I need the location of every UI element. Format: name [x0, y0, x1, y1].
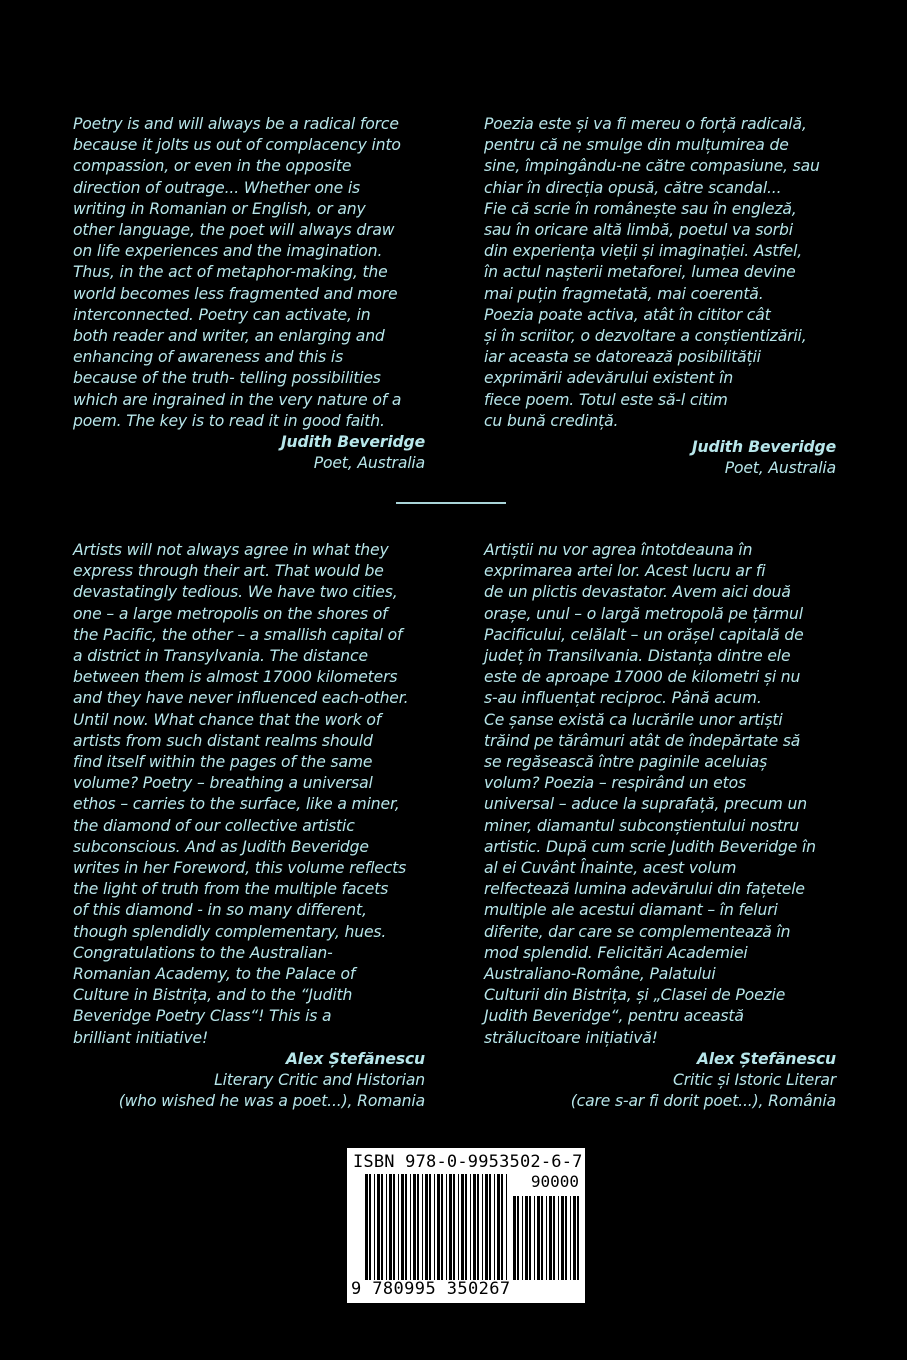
quote-line: which are ingrained in the very nature of a [73, 390, 402, 409]
quote-line: multiple ale acestui diamant – în feluri [484, 901, 778, 920]
barcode-bar [413, 1174, 416, 1280]
role-line: Critic și Istoric Literar [672, 1071, 836, 1090]
quote-line: though splendidly complementary, hues. [73, 922, 387, 941]
quote-line: iar aceasta se datorează posibilității [484, 348, 761, 367]
isbn-barcode [347, 1148, 585, 1303]
quote-author: Alex Ștefănescu [285, 1049, 425, 1068]
quote-line: world becomes less fragmented and more [73, 284, 398, 303]
quote-line: în actul nașterii metaforei, lumea devine [484, 263, 796, 282]
barcode-bar [434, 1174, 435, 1280]
quote-line: pentru că ne smulge din mulțumirea de [484, 136, 789, 155]
quote-line: the Pacific, the other – a smallish capital of [73, 625, 403, 644]
isbn-number: ISBN 978-0-9953502-6-7 [353, 1152, 583, 1172]
price-code: 90000 [530, 1172, 579, 1191]
barcode-bar [374, 1174, 375, 1280]
barcode-bar [401, 1174, 404, 1280]
barcode-bar [522, 1196, 523, 1280]
quote-line: Culture in Bistrița, and to the “Judith [73, 986, 353, 1005]
barcode-bar [506, 1174, 507, 1280]
quote-author: Alex Ștefănescu [696, 1049, 836, 1068]
quote-line: interconnected. Poetry can activate, in [73, 305, 371, 324]
quote-line: Beveridge Poetry Class“! This is a [73, 1007, 332, 1026]
quote-line: s-au influențat reciproc. Până acum. [484, 689, 762, 708]
barcode-bar [561, 1196, 564, 1280]
quote-line: writes in her Foreword, this volume reflects [73, 859, 407, 878]
quote-line: mod splendid. Felicitări Academiei [484, 943, 748, 962]
quote-line: din experiența vieții și imaginației. Astfel, [484, 242, 803, 261]
quote-line: devastatingly tedious. We have two cities, [73, 583, 398, 602]
barcode-bar [577, 1196, 579, 1280]
quote-line: subconscious. And as Judith Beveridge [73, 837, 369, 856]
quote-line: and they have never influenced each-other. [73, 689, 409, 708]
quote-line: Artists will not always agree in what they [73, 541, 389, 559]
barcode-bar [425, 1174, 428, 1280]
quote-line: și în scriitor, o dezvoltare a conștientizării, [484, 327, 807, 346]
quote-line: other language, the poet will always draw [73, 221, 395, 240]
quote-line: miner, diamantul subconștientului nostru [484, 816, 800, 835]
quote-line: compassion, or even in the opposite [73, 157, 352, 176]
barcode-bar [365, 1174, 368, 1280]
quote-author-role: Poet, Australia [724, 459, 836, 478]
quote-line: județ în Transilvania. Distanța dintre ele [484, 647, 791, 666]
quote-english-judith [73, 114, 425, 474]
quote-line: find itself within the pages of the same [73, 753, 373, 772]
barcode-bar [417, 1174, 419, 1280]
quote-line: volum? Poezia – respirând un etos [484, 774, 746, 793]
quote-line: volume? Poetry – breathing a universal [73, 774, 373, 793]
barcode-bar [437, 1174, 440, 1280]
role-line: (who wished he was a poet...), Romania [118, 1092, 425, 1111]
quote-line: fiece poem. Totul este să-l citim [484, 390, 728, 409]
quote-line: Until now. What chance that the work of [73, 710, 382, 729]
barcode-bar [477, 1174, 479, 1280]
quote-line: brilliant initiative! [73, 1028, 209, 1047]
quote-line: universal – aduce la suprafață, precum un [484, 795, 807, 814]
quote-line: writing in Romanian or English, or any [73, 199, 366, 218]
ean-digits: 9 780995 350267 [351, 1279, 511, 1299]
barcode-bar [446, 1174, 447, 1280]
barcode-bar [494, 1174, 495, 1280]
barcode-bar [529, 1196, 531, 1280]
barcode-bar [465, 1174, 467, 1280]
quote-line: both reader and writer, an enlarging and [73, 327, 385, 346]
quote-line: the light of truth from the multiple facets [73, 880, 389, 899]
barcode-bar [525, 1196, 528, 1280]
quote-line: Poetry is and will always be a radical force [73, 115, 399, 133]
quote-author-role [73, 1070, 425, 1112]
quote-line: Culturii din Bistrița, și „Clasei de Poezie [484, 986, 786, 1005]
quote-english-alex [73, 540, 425, 1112]
quote-line: se regăsească între paginile aceluiaș [484, 753, 768, 772]
barcode-bar [541, 1196, 543, 1280]
barcode-bar [501, 1174, 503, 1280]
barcode-bar [461, 1174, 464, 1280]
barcode-bar [449, 1174, 452, 1280]
barcode-bar [473, 1174, 476, 1280]
quote-line: cu bună credință. [484, 411, 619, 430]
quote-line: Artiștii nu vor agrea întotdeauna în [484, 541, 753, 559]
quote-line: Pacificului, celălalt – un orășel capitală de [484, 625, 804, 644]
quote-line: Thus, in the act of metaphor-making, the [73, 263, 388, 282]
section-divider [396, 502, 506, 504]
quote-line: Romanian Academy, to the Palace of [73, 965, 356, 984]
barcode-bar [482, 1174, 483, 1280]
barcode-bar [405, 1174, 407, 1280]
barcode-bar [453, 1174, 455, 1280]
quote-line: sine, împingându-ne către compasiune, sau [484, 157, 820, 176]
quote-line: strălucitoare inițiativă! [484, 1028, 658, 1047]
quote-line: express through their art. That would be [73, 562, 384, 581]
barcode-bar [470, 1174, 471, 1280]
quote-line: al ei Cuvânt Înainte, acest volum [484, 859, 737, 878]
quote-line: because it jolts us out of complacency into [73, 136, 401, 155]
quote-line: de un plictis devastator. Avem aici două [484, 583, 791, 602]
barcode-bar [458, 1174, 459, 1280]
barcode-bar [389, 1174, 392, 1280]
quote-author: Judith Beveridge [691, 438, 836, 457]
quote-line: Poezia este și va fi mereu o forță radicală, [484, 115, 807, 133]
quote-line: poem. The key is to read it in good faith. [73, 411, 385, 430]
quote-line: artistic. După cum scrie Judith Beveridge în [484, 837, 816, 856]
quote-line: este de aproape 17000 de kilometri și nu [484, 668, 801, 687]
quote-line: orașe, unul – o largă metropolă pe țărmul [484, 604, 803, 623]
barcode-bar [410, 1174, 411, 1280]
barcode-bar [558, 1196, 559, 1280]
barcode-bar [534, 1196, 535, 1280]
quote-line: ethos – carries to the surface, like a miner, [73, 795, 400, 814]
barcode-bar [497, 1174, 500, 1280]
quote-line: a district in Transylvania. The distance [73, 647, 368, 666]
barcode-bar [546, 1196, 547, 1280]
quote-line: between them is almost 17000 kilometers [73, 668, 398, 687]
quote-author-role: Poet, Australia [313, 454, 425, 473]
quote-romanian-alex [484, 540, 836, 1112]
quote-line: sau în oricare altă limbă, poetul va sorbi [484, 221, 793, 240]
quote-author-role [484, 1070, 836, 1112]
quote-line: chiar în direcția opusă, către scandal... [484, 178, 782, 197]
quote-author: Judith Beveridge [280, 433, 425, 452]
role-line: Literary Critic and Historian [214, 1071, 425, 1090]
barcode-bar [570, 1196, 571, 1280]
quote-line: Australiano-Române, Palatului [484, 965, 716, 984]
barcode-bar [386, 1174, 387, 1280]
barcode-bar [573, 1196, 576, 1280]
barcode-bar [429, 1174, 431, 1280]
quote-line: exprimarea artei lor. Acest lucru ar fi [484, 562, 766, 581]
quote-line: trăind pe tărâmuri atât de îndepărtate să [484, 731, 801, 750]
quote-line: Ce șanse există ca lucrările unor artiști [484, 710, 783, 729]
quote-line: exprimării adevărului existent în [484, 369, 734, 388]
barcode-bar [537, 1196, 540, 1280]
barcode-bar [393, 1174, 395, 1280]
barcode-bar [381, 1174, 383, 1280]
barcode-bar [565, 1196, 567, 1280]
quote-line: direction of outrage... Whether one is [73, 178, 361, 197]
quote-line: mai puțin fragmetată, mai coerentă. [484, 284, 764, 303]
quote-line: artists from such distant realms should [73, 731, 373, 750]
quote-romanian-judith [484, 114, 836, 479]
barcode-bar [549, 1196, 552, 1280]
barcode-bar [489, 1174, 491, 1280]
barcode-bar [377, 1174, 380, 1280]
quote-line: one – a large metropolis on the shores of [73, 604, 388, 623]
barcode-bar [369, 1174, 371, 1280]
barcode-bar [553, 1196, 555, 1280]
quote-line: enhancing of awareness and this is [73, 348, 344, 367]
barcode-bar [441, 1174, 443, 1280]
barcode-bar [485, 1174, 488, 1280]
barcode-bar [513, 1196, 516, 1280]
barcode-bar [422, 1174, 423, 1280]
quote-line: relfectează lumina adevărului din fațetele [484, 880, 805, 899]
barcode-bar [517, 1196, 519, 1280]
quote-line: Fie că scrie în românește sau în engleză, [484, 199, 797, 218]
quote-line: because of the truth- telling possibilities [73, 369, 381, 388]
quote-line: the diamond of our collective artistic [73, 816, 355, 835]
quote-line: on life experiences and the imagination. [73, 242, 383, 261]
role-line: (care s-ar fi dorit poet...), România [570, 1092, 836, 1111]
quote-line: Poezia poate activa, atât în cititor cât [484, 305, 771, 324]
barcode-bar [398, 1174, 399, 1280]
quote-line: Congratulations to the Australian- [73, 943, 333, 962]
quote-line: diferite, dar care se complementează în [484, 922, 791, 941]
quote-line: Judith Beveridge“, pentru această [484, 1007, 744, 1026]
quote-line: of this diamond - in so many different, [73, 901, 367, 920]
